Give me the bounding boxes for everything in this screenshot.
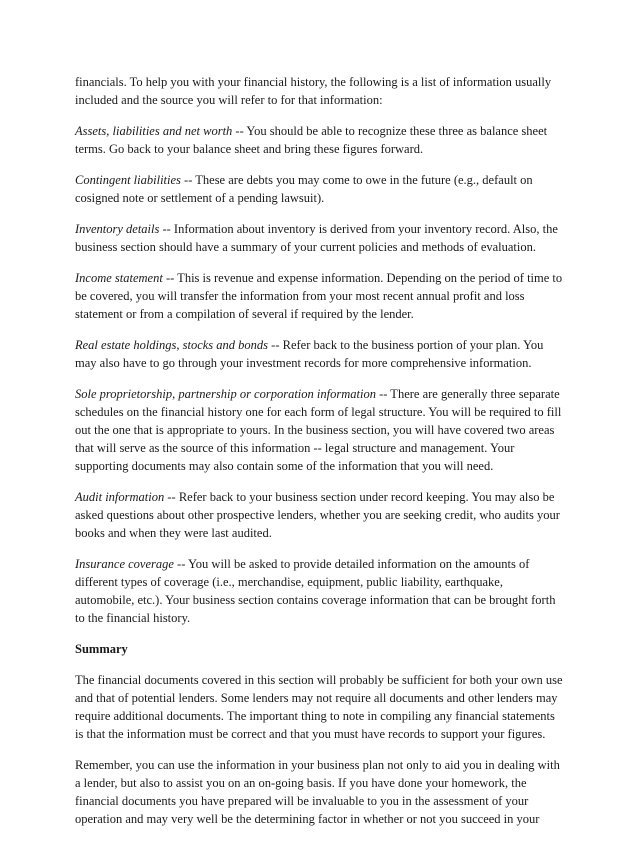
item-text: -- You will be asked to provide detailed information on the amounts of different types of coverage (i.e., merchandise, equipment, public liability, earthquake, automobile, etc.). Your business section contains coverage information that can be brought forth to the financial history.: [75, 557, 556, 625]
item-term: Contingent liabilities: [75, 173, 181, 187]
item-audit-information: [75, 488, 565, 542]
summary-paragraph: Remember, you can use the information in your business plan not only to aid you in dealing with a lender, but also to assist you on an on-going basis. If you have done your homework, the financial documents you have prepared will be invaluable to you in the assessment of your operation and may very well be the determining factor in whether or not you succeed in your: [75, 758, 560, 826]
item-text: -- There are generally three separate schedules on the financial history one for each form of legal structure. You will be required to fill out the one that is appropriate to yours. In the business section, you will have covered two areas that will serve as the source of this information -- legal structure and management. Your supporting documents may also contain some of the information that you will need.: [75, 387, 562, 473]
item-text: -- Refer back to your business section under record keeping. You may also be asked questions about other prospective lenders, whether you are seeking credit, who audits your books and when they were last audited.: [75, 490, 560, 540]
item-term: Audit information: [75, 490, 165, 504]
item-text: -- You should be able to recognize these three as balance sheet terms. Go back to your balance sheet and bring these figures forward.: [75, 124, 548, 156]
item-legal-structure: [75, 385, 565, 475]
item-term: Real estate holdings, stocks and bonds: [75, 338, 269, 352]
document-page: [75, 73, 565, 841]
item-inventory-details: [75, 220, 565, 256]
summary-heading: Summary: [75, 642, 128, 656]
item-assets-liabilities: [75, 122, 565, 158]
item-contingent-liabilities: [75, 171, 565, 207]
item-term: Income statement: [75, 271, 163, 285]
item-text: -- This is revenue and expense information. Depending on the period of time to be covered, you will transfer the information from your most recent annual profit and loss statement or from a compilation of several if required by the lender.: [75, 271, 563, 321]
item-text: -- Refer back to the business portion of your plan. You may also have to go through your investment records for more comprehensive information.: [75, 338, 544, 370]
summary-paragraph: The financial documents covered in this section will probably be sufficient for both your own use and that of potential lenders. Some lenders may not require all documents and other lenders may require additional documents. The important thing to note in compiling any financial statements is that the information must be correct and that you must have records to support your figures.: [75, 673, 563, 741]
item-term: Assets, liabilities and net worth: [75, 124, 233, 138]
item-text: -- These are debts you may come to owe in the future (e.g., default on cosigned note or settlement of a pending lawsuit).: [75, 173, 533, 205]
item-term: Insurance coverage: [75, 557, 174, 571]
item-income-statement: [75, 269, 565, 323]
item-term: Inventory details: [75, 222, 160, 236]
item-text: -- Information about inventory is derived from your inventory record. Also, the business section should have a summary of your current policies and methods of evaluation.: [75, 222, 558, 254]
item-real-estate: [75, 336, 565, 372]
intro-paragraph: financials. To help you with your financial history, the following is a list of information usually included and the source you will refer to for that information:: [75, 75, 552, 107]
item-insurance-coverage: [75, 555, 565, 627]
item-term: Sole proprietorship, partnership or corporation information: [75, 387, 376, 401]
